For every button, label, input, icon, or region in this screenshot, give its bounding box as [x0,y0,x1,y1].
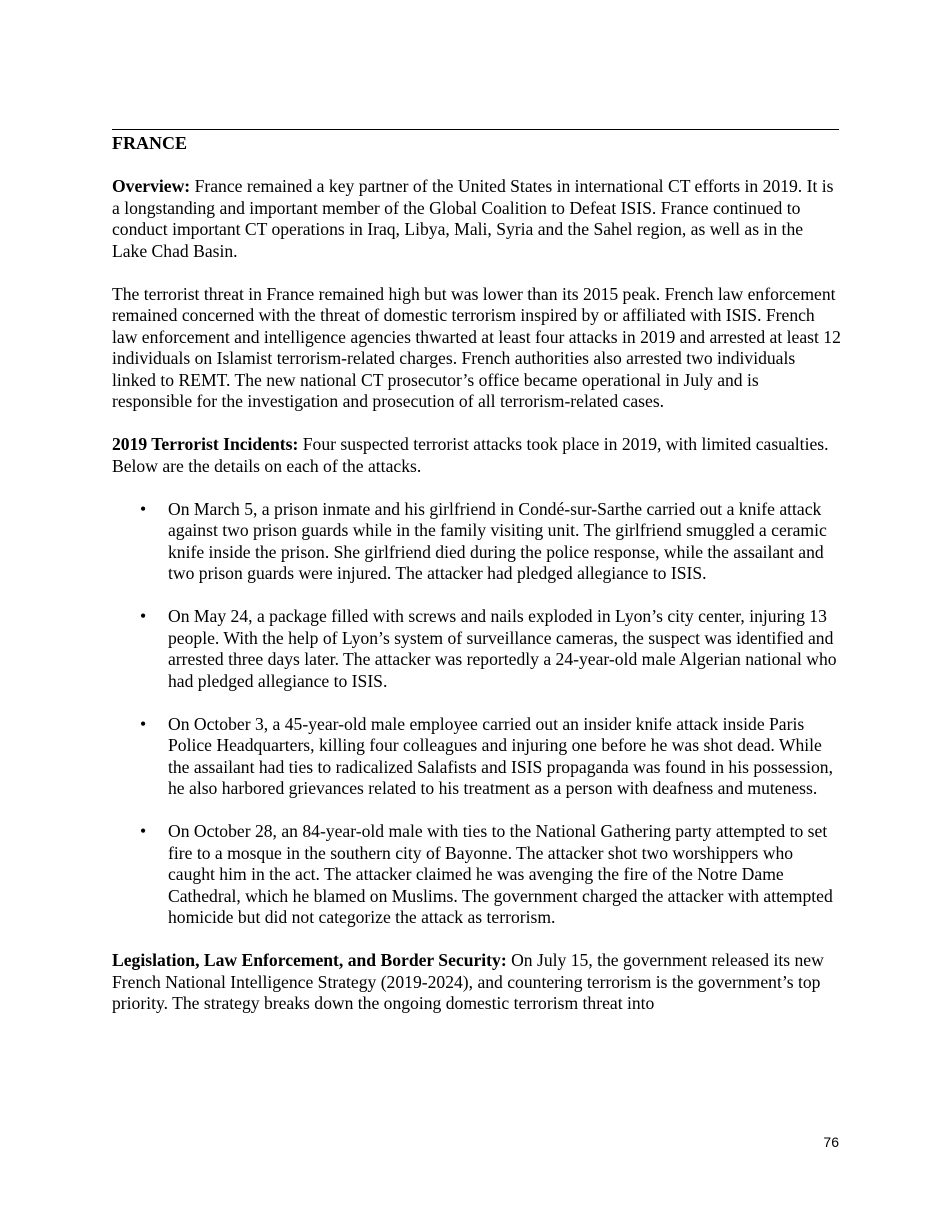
legislation-paragraph [112,950,842,1015]
overview-paragraph [112,176,842,262]
list-item [112,821,842,929]
document-body [112,176,842,1036]
incidents-text: Four suspected terrorist attacks took place in 2019, with limited casualties. Below are the details on each of the attacks. [112,434,829,476]
list-item [112,499,842,585]
list-item [112,606,842,692]
incident-text: On October 28, an 84-year-old male with ties to the National Gathering party attempted to set fire to a mosque in the southern city of Bayonne. The attacker shot two worshippers who caught him in the act. The attacker claimed he was avenging the fire of the Notre Dame Cathedral, which he blamed on Muslims. The government charged the attacker with attempted homicide but did not categorize the attack as terrorism. [168,821,833,927]
legislation-lead: Legislation, Law Enforcement, and Border Security: [112,950,507,970]
incident-text: On March 5, a prison inmate and his girlfriend in Condé-sur-Sarthe carried out a knife attack against two prison guards while in the family visiting unit. The girlfriend smuggled a ceramic knife inside the prison. She girlfriend died during the police response, while the assailant and two prison guards were injured. The attacker had pledged allegiance to ISIS. [168,498,827,583]
incidents-lead: 2019 Terrorist Incidents: [112,434,299,454]
header-rule [112,129,839,130]
incident-list [112,499,842,929]
bullet-icon: • [140,606,147,626]
threat-paragraph: The terrorist threat in France remained high but was lower than its 2015 peak. French law enforcement remained concerned with the threat of domestic terrorism inspired by or affiliated with ISIS. French law enforcement and intelligence agencies thwarted at least four attacks in 2019 and arrested at least 12 individuals on Islamist terrorism-related charges. French authorities also arrested two individuals linked to REMT. The new national CT prosecutor’s office became operational in July and is responsible for the investigation and prosecution of all terrorism-related cases. [112,283,841,411]
overview-text: France remained a key partner of the United States in international CT efforts in 2019. It is a longstanding and important member of the Global Coalition to Defeat ISIS. France continued to conduct important CT operations in Iraq, Libya, Mali, Syria and the Sahel region, as well as in the Lake Chad Basin. [112,176,834,261]
page-number: 76 [823,1134,839,1150]
overview-lead: Overview: [112,176,191,196]
bullet-icon: • [140,498,147,519]
legislation-text: On July 15, the government released its new French National Intelligence Strategy (2019-2024), and countering terrorism is the government’s top priority. The strategy breaks down the ongoing domestic terrorism threat into [112,950,824,1013]
bullet-icon: • [140,821,147,841]
country-heading: FRANCE [112,133,187,153]
list-item [112,714,842,800]
bullet-icon: • [140,713,147,734]
incident-text: On October 3, a 45-year-old male employee carried out an insider knife attack inside Paris Police Headquarters, killing four colleagues and injuring one before he was shot dead. While the assailant had ties to radicalized Salafists and ISIS propaganda was found in his possession, he also harbored grievances related to his treatment as a person with deafness and muteness. [168,713,834,798]
incident-text: On May 24, a package filled with screws and nails exploded in Lyon’s city center, injuring 13 people. With the help of Lyon’s system of surveillance cameras, the suspect was identified and arrested three days later. The attacker was reportedly a 24-year-old male Algerian national who had pledged allegiance to ISIS. [168,606,837,691]
incidents-paragraph [112,434,842,477]
